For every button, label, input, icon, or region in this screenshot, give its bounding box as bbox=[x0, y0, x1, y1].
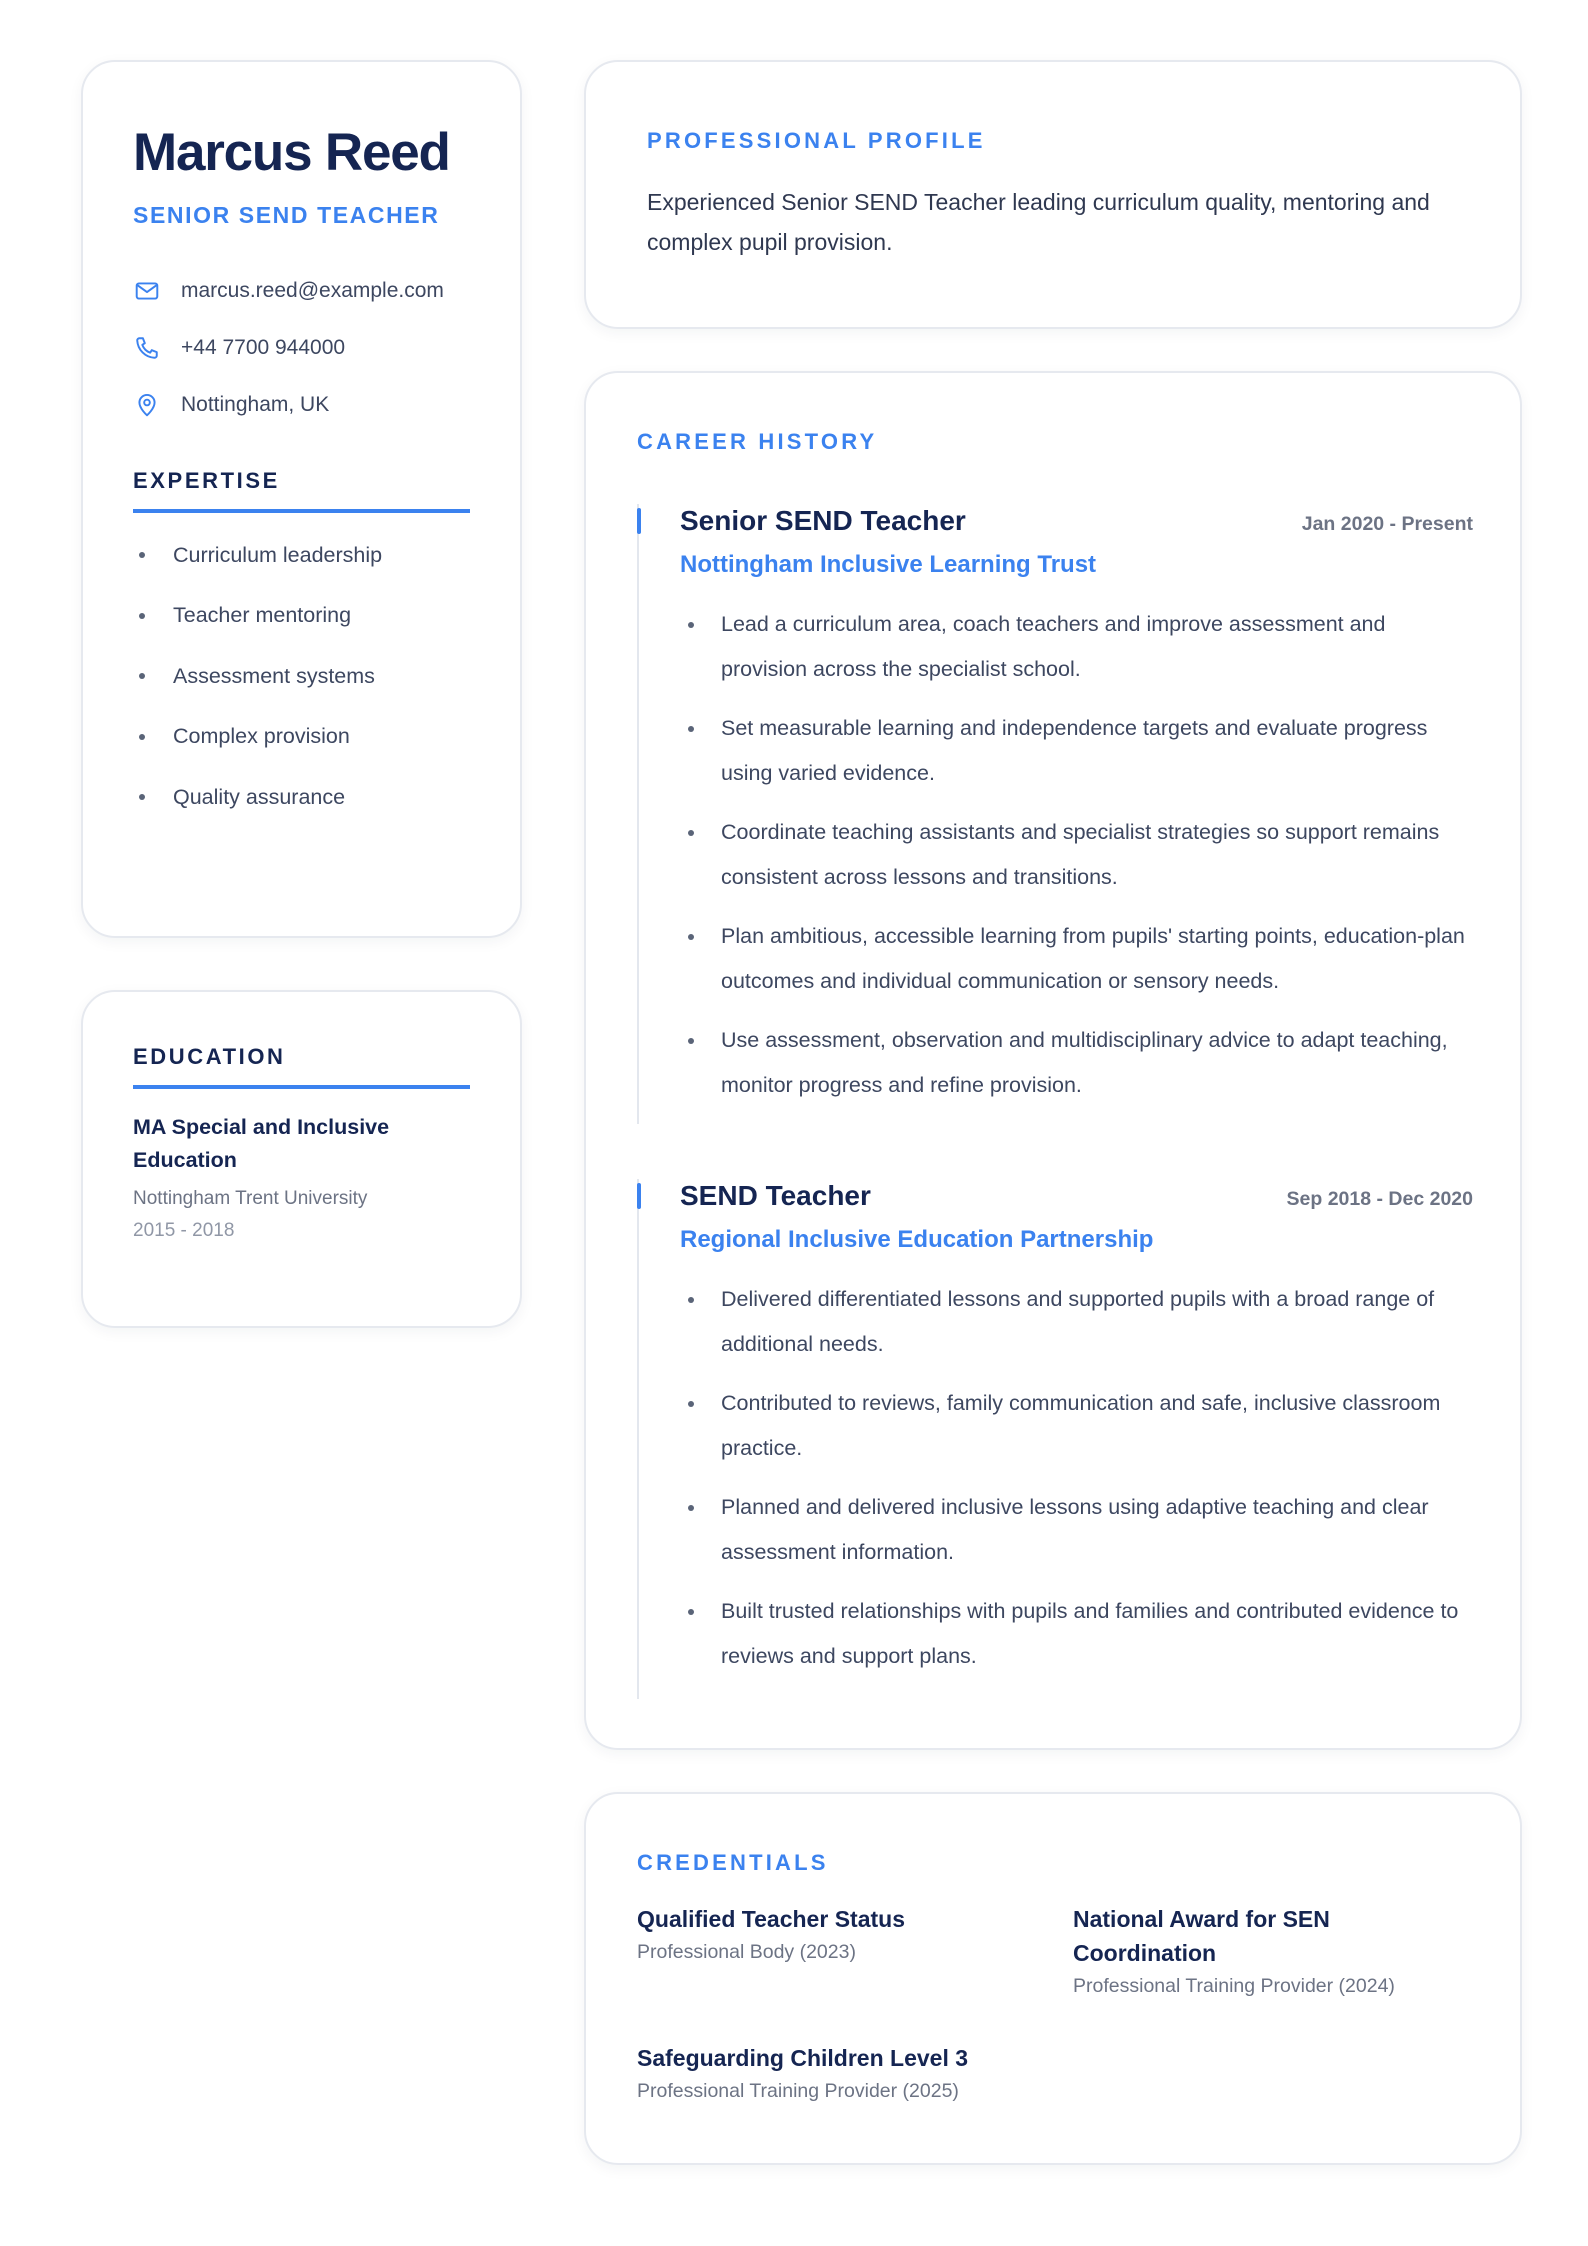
bullet-text: Delivered differentiated lessons and supported pupils with a broad range of additional needs. bbox=[721, 1287, 1435, 1356]
list-item bbox=[680, 1485, 1473, 1574]
summary-card bbox=[584, 60, 1522, 329]
expertise-heading: EXPERTISE bbox=[133, 468, 280, 493]
list-item bbox=[680, 810, 1473, 899]
contact-email-text: marcus.reed@example.com bbox=[181, 279, 444, 302]
contact-list bbox=[133, 276, 470, 420]
credential-detail: Professional Training Provider (2025) bbox=[637, 2080, 959, 2102]
job-title: Senior SEND Teacher bbox=[680, 505, 966, 536]
credential-item bbox=[637, 1902, 1037, 1966]
career-card bbox=[584, 371, 1522, 1750]
bullet-dot bbox=[688, 726, 694, 732]
credential-detail: Professional Training Provider (2024) bbox=[1073, 1975, 1395, 1997]
timeline-marker bbox=[637, 508, 641, 534]
contact-phone-text: +44 7700 944000 bbox=[181, 336, 346, 359]
bullet-text: Use assessment, observation and multidisciplinary advice to adapt teaching, monitor progress and refine provision. bbox=[721, 1028, 1448, 1097]
bullet-dot bbox=[139, 552, 145, 558]
credential-item bbox=[637, 2041, 1037, 2105]
credential-detail: Professional Body (2023) bbox=[637, 1941, 856, 1963]
bullet-dot bbox=[139, 673, 145, 679]
bullet-dot bbox=[688, 1609, 694, 1615]
contact-email[interactable] bbox=[133, 276, 470, 306]
expertise-item-text: Assessment systems bbox=[173, 663, 375, 688]
credential-title: National Award for SEN Coordination bbox=[1073, 1906, 1330, 1966]
bullet-dot bbox=[688, 934, 694, 940]
job-entry bbox=[637, 1179, 1473, 1699]
bullet-text: Planned and delivered inclusive lessons using adaptive teaching and clear assessment information. bbox=[721, 1495, 1429, 1564]
bullet-dot bbox=[688, 622, 694, 628]
timeline-marker bbox=[637, 1183, 641, 1209]
list-item bbox=[680, 706, 1473, 795]
job-header bbox=[680, 504, 1473, 538]
bullet-dot bbox=[688, 830, 694, 836]
expertise-list bbox=[133, 537, 470, 815]
candidate-role: SENIOR SEND TEACHER bbox=[133, 202, 440, 228]
list-item bbox=[680, 1381, 1473, 1470]
education-card bbox=[81, 990, 522, 1328]
timeline-line bbox=[637, 504, 639, 1124]
job-entry bbox=[637, 504, 1473, 1124]
location-icon bbox=[133, 391, 161, 419]
bullet-text: Plan ambitious, accessible learning from pupils' starting points, education-plan outcomes and individual communication or sensory needs. bbox=[721, 924, 1465, 993]
contact-location-text: Nottingham, UK bbox=[181, 393, 330, 416]
bullet-dot bbox=[688, 1297, 694, 1303]
job-bullets bbox=[680, 602, 1473, 1122]
career-heading: CAREER HISTORY bbox=[637, 429, 878, 454]
credential-item bbox=[1073, 1902, 1453, 2000]
list-item bbox=[680, 1018, 1473, 1107]
contact-location bbox=[133, 390, 470, 420]
summary-text: Experienced Senior SEND Teacher leading curriculum quality, mentoring and complex pupil provision. bbox=[647, 189, 1430, 255]
job-company: Nottingham Inclusive Learning Trust bbox=[680, 551, 1097, 578]
job-bullets bbox=[680, 1277, 1473, 1693]
job-date: Sep 2018 - Dec 2020 bbox=[1286, 1188, 1473, 1210]
list-item bbox=[133, 658, 470, 694]
bullet-dot bbox=[688, 1505, 694, 1511]
list-item bbox=[133, 719, 470, 755]
contact-phone[interactable] bbox=[133, 333, 470, 363]
list-item bbox=[680, 914, 1473, 1003]
list-item bbox=[680, 602, 1473, 691]
expertise-item-text: Complex provision bbox=[173, 724, 350, 748]
bullet-text: Set measurable learning and independence targets and evaluate progress using varied evidence. bbox=[721, 716, 1428, 785]
candidate-name: Marcus Reed bbox=[133, 123, 450, 182]
bullet-dot bbox=[139, 794, 145, 800]
timeline-line bbox=[637, 1179, 639, 1699]
job-company: Regional Inclusive Education Partnership bbox=[680, 1226, 1154, 1253]
credential-title: Qualified Teacher Status bbox=[637, 1906, 905, 1932]
job-title: SEND Teacher bbox=[680, 1180, 871, 1211]
bullet-text: Coordinate teaching assistants and specialist strategies so support remains consistent across lessons and transitions. bbox=[721, 820, 1440, 889]
education-heading: EDUCATION bbox=[133, 1044, 286, 1069]
expertise-item-text: Teacher mentoring bbox=[173, 603, 352, 627]
summary-heading: PROFESSIONAL PROFILE bbox=[647, 128, 986, 153]
list-item bbox=[133, 537, 470, 573]
list-item bbox=[680, 1277, 1473, 1366]
education-divider bbox=[133, 1085, 470, 1089]
bullet-dot bbox=[139, 734, 145, 740]
credential-title: Safeguarding Children Level 3 bbox=[637, 2045, 969, 2071]
list-item bbox=[680, 1589, 1473, 1678]
bullet-text: Contributed to reviews, family communication and safe, inclusive classroom practice. bbox=[721, 1391, 1441, 1460]
credentials-heading: CREDENTIALS bbox=[637, 1850, 829, 1875]
phone-icon bbox=[133, 334, 161, 362]
education-years: 2015 - 2018 bbox=[133, 1220, 235, 1241]
bullet-text: Lead a curriculum area, coach teachers and improve assessment and provision across the specialist school. bbox=[721, 612, 1386, 681]
job-header bbox=[680, 1179, 1473, 1213]
bullet-text: Built trusted relationships with pupils and families and contributed evidence to reviews and support plans. bbox=[721, 1599, 1459, 1668]
expertise-item-text: Quality assurance bbox=[173, 784, 346, 809]
bullet-dot bbox=[139, 613, 145, 619]
job-date: Jan 2020 - Present bbox=[1301, 513, 1473, 535]
profile-card bbox=[81, 60, 522, 938]
education-degree: MA Special and Inclusive Education bbox=[133, 1115, 390, 1172]
list-item bbox=[133, 598, 470, 634]
education-school: Nottingham Trent University bbox=[133, 1188, 368, 1209]
mail-icon bbox=[133, 277, 161, 305]
credentials-card bbox=[584, 1792, 1522, 2165]
bullet-dot bbox=[688, 1038, 694, 1044]
expertise-divider bbox=[133, 509, 470, 513]
list-item bbox=[133, 779, 470, 815]
expertise-item-text: Curriculum leadership bbox=[173, 542, 383, 567]
bullet-dot bbox=[688, 1401, 694, 1407]
